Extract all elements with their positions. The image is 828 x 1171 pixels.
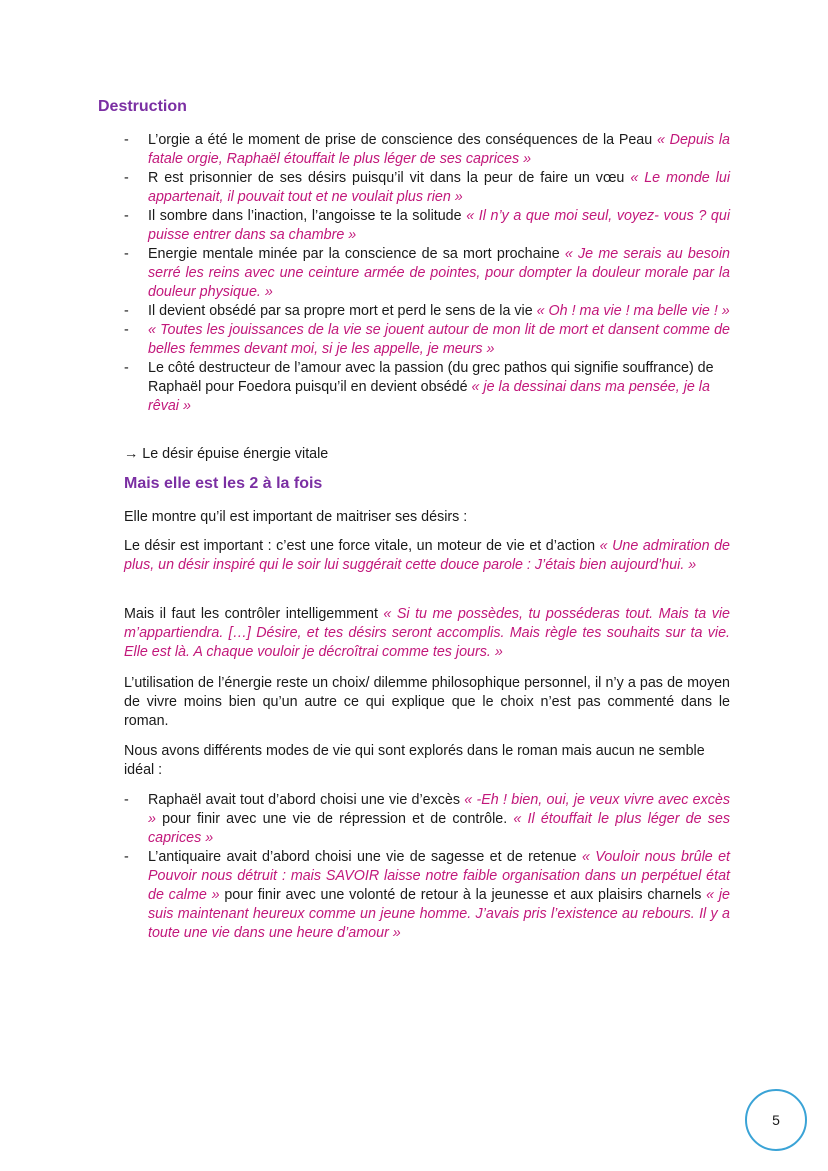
- quote: « Il n’y a que moi seul, voyez- vous ? qui puisse entrer dans sa chambre »: [148, 208, 730, 243]
- quote: « Si tu me possèdes, tu posséderas tout. Mais ta vie m’appartiendra. […] Désire, et tes désirs seront accomplis. Mais règle tes souhaits sur ta vie. Elle est là. A chaque vouloir je décroîtrai comme tes jours. »: [124, 606, 731, 660]
- list-item: - Energie mentale minée par la conscience de sa mort prochaine « Je me serais au besoin serré les reins avec une ceinture armée de pointes, pour dompter la douleur morale par la douleur physique. »: [124, 246, 730, 300]
- list-item: - Il devient obsédé par sa propre mort et perd le sens de la vie « Oh ! ma vie ! ma belle vie ! »: [124, 303, 730, 319]
- paragraph-desire-important: Le désir est important : c’est une force vitale, un moteur de vie et d’action « Une admiration de plus, un désir inspiré qui le soir lui suggérait cette douce parole : J’étais bien aujourd’hui. »: [124, 538, 731, 573]
- conclusion-line: → Le désir épuise énergie vitale: [124, 446, 329, 462]
- page-number-badge: [745, 1089, 807, 1151]
- list-item: - L’orgie a été le moment de prise de conscience des conséquences de la Peau « Depuis la fatale orgie, Raphaël étouffait le plus léger de ses caprices »: [124, 132, 730, 167]
- quote: « Il étouffait le plus léger de ses caprices »: [148, 811, 730, 846]
- list-item: - Le côté destructeur de l’amour avec la passion (du grec pathos qui signifie souffrance) de Raphaël pour Foedora puisqu’il en devient obsédé « je la dessinai dans ma pensée, je la rêvai »: [124, 360, 714, 414]
- section-title-destruction: Destruction: [98, 98, 187, 115]
- list-item: - L’antiquaire avait d’abord choisi une vie de sagesse et de retenue « Vouloir nous brûle et Pouvoir nous détruit : mais SAVOIR laisse notre faible organisation dans un perpétuel état de calme » pour finir avec une volonté de retour à la jeunesse et aux plaisirs charnels « je suis maintenant heureux comme un jeune homme. J’avais pris l’existence au rebours. Il y a toute une vie dans une heure d’amour »: [124, 849, 731, 941]
- list-item: - Raphaël avait tout d’abord choisi une vie d’excès « -Eh ! bien, oui, je veux vivre avec excès » pour finir avec une vie de répression et de contrôle. « Il étouffait le plus léger de ses caprices »: [124, 792, 730, 846]
- section-title-both: Mais elle est les 2 à la fois: [124, 475, 323, 492]
- page-number: 5: [772, 1112, 780, 1128]
- paragraph-modes-of-life: Nous avons différents modes de vie qui sont explorés dans le roman mais aucun ne semble idéal :: [124, 743, 705, 778]
- destruction-bullet-list: [124, 131, 730, 416]
- intro-paragraph: Elle montre qu’il est important de maitriser ses désirs :: [124, 509, 468, 525]
- quote: « Toutes les jouissances de la vie se jouent autour de mon lit de mort et dansent comme de belles femmes devant moi, si je les appelle, je meurs »: [148, 322, 730, 357]
- quote: « Le monde lui appartenait, il pouvait tout et ne voulait plus rien »: [148, 170, 730, 205]
- quote: « -Eh ! bien, oui, je veux vivre avec excès »: [148, 792, 730, 827]
- quote: « je la dessinai dans ma pensée, je la rêvai »: [148, 379, 710, 414]
- quote: « Une admiration de plus, un désir inspiré qui le soir lui suggérait cette douce parole : J’étais bien aujourd’hui. »: [124, 538, 731, 573]
- quote: « Oh ! ma vie ! ma belle vie ! »: [536, 303, 730, 319]
- list-item: - « Toutes les jouissances de la vie se jouent autour de mon lit de mort et dansent comme de belles femmes devant moi, si je les appelle, je meurs »: [124, 322, 730, 357]
- modes-bullet-list: [124, 791, 730, 943]
- paragraph-energy-choice: L’utilisation de l’énergie reste un choix/ dilemme philosophique personnel, il n’y a pas de moyen de vivre moins bien qu’un autre ce qui explique que le choix n’est pas commenté dans le roman.: [124, 675, 730, 729]
- quote: « Depuis la fatale orgie, Raphaël étouffait le plus léger de ses caprices »: [148, 132, 730, 167]
- quote: « Vouloir nous brûle et Pouvoir nous détruit : mais SAVOIR laisse notre faible organisation dans un perpétuel état de calme »: [148, 849, 731, 903]
- paragraph-control: Mais il faut les contrôler intelligemment « Si tu me possèdes, tu posséderas tout. Mais ta vie m’appartiendra. […] Désire, et tes désirs seront accomplis. Mais règle tes souhaits sur ta vie. Elle est là. A chaque vouloir je décroîtrai comme tes jours. »: [124, 606, 731, 660]
- quote: « Je me serais au besoin serré les reins avec une ceinture armée de pointes, pour dompter la douleur morale par la douleur physique. »: [148, 246, 730, 300]
- quote: « je suis maintenant heureux comme un jeune homme. J’avais pris l’existence au rebours. Il y a toute une vie dans une heure d’amour »: [148, 887, 730, 941]
- list-item: - R est prisonnier de ses désirs puisqu’il vit dans la peur de faire un vœu « Le monde lui appartenait, il pouvait tout et ne voulait plus rien »: [124, 170, 730, 205]
- list-item: - Il sombre dans l’inaction, l’angoisse te la solitude « Il n’y a que moi seul, voyez- vous ? qui puisse entrer dans sa chambre »: [124, 208, 730, 243]
